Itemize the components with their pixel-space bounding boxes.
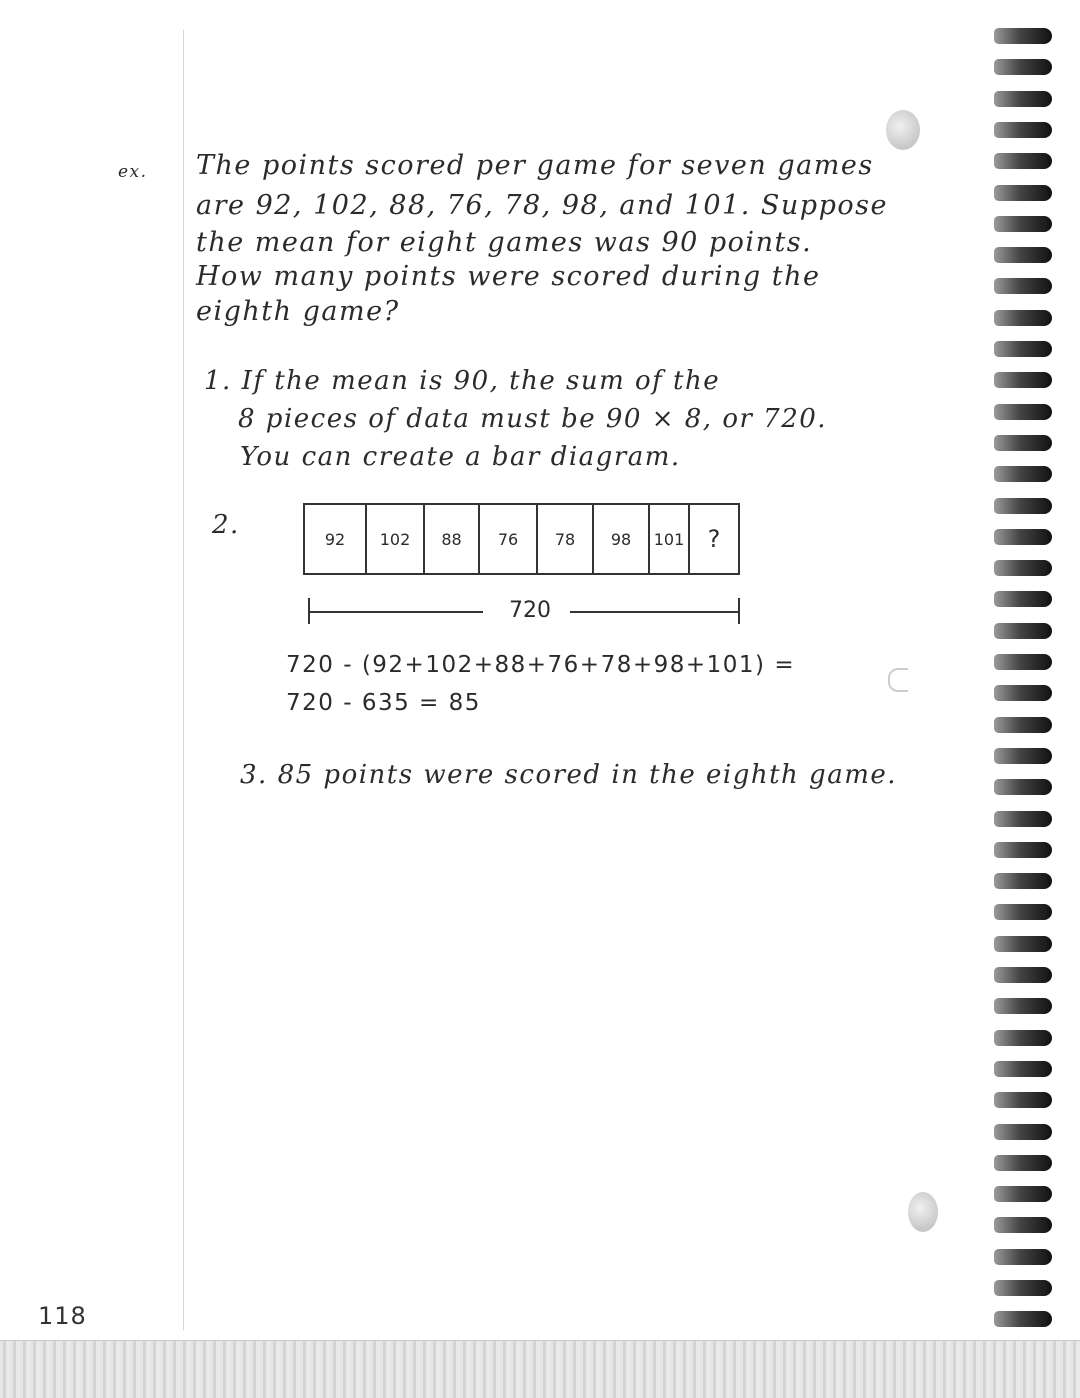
page-bottom-edge xyxy=(0,1340,1080,1398)
bar-cell: 76 xyxy=(480,505,538,573)
eraser-smudge xyxy=(888,668,908,692)
total-bracket xyxy=(308,596,740,626)
example-label: ex. xyxy=(118,162,148,182)
spiral-coil xyxy=(994,936,1052,952)
bar-cell: 98 xyxy=(594,505,650,573)
spiral-coil xyxy=(994,1030,1052,1046)
step-1-line: You can create a bar diagram. xyxy=(240,442,681,472)
spiral-coil xyxy=(994,185,1052,201)
spiral-coil xyxy=(994,904,1052,920)
spiral-coil xyxy=(994,623,1052,639)
spiral-coil xyxy=(994,591,1052,607)
spiral-coil xyxy=(994,529,1052,545)
spiral-coil xyxy=(994,404,1052,420)
bracket-line xyxy=(308,611,483,613)
punch-hole xyxy=(908,1192,938,1232)
spiral-coil xyxy=(994,717,1052,733)
bar-diagram xyxy=(303,503,740,575)
spiral-coil xyxy=(994,122,1052,138)
spiral-coil xyxy=(994,466,1052,482)
spiral-coil xyxy=(994,341,1052,357)
step-3-answer: 3. 85 points were scored in the eighth game. xyxy=(240,760,898,790)
bar-cell: 101 xyxy=(650,505,690,573)
spiral-coil xyxy=(994,1186,1052,1202)
bracket-line xyxy=(570,611,740,613)
spiral-coil xyxy=(994,560,1052,576)
step-2-number: 2. xyxy=(212,510,240,540)
spiral-coil xyxy=(994,1155,1052,1171)
spiral-coil xyxy=(994,91,1052,107)
margin-line xyxy=(183,30,184,1330)
total-label: 720 xyxy=(509,598,551,623)
problem-line: the mean for eight games was 90 points. xyxy=(196,227,813,258)
spiral-coil xyxy=(994,811,1052,827)
spiral-coil xyxy=(994,216,1052,232)
spiral-coil xyxy=(994,372,1052,388)
problem-line: eighth game? xyxy=(196,296,400,327)
spiral-coil xyxy=(994,998,1052,1014)
spiral-coil xyxy=(994,310,1052,326)
spiral-coil xyxy=(994,59,1052,75)
spiral-coil xyxy=(994,1217,1052,1233)
spiral-coil xyxy=(994,842,1052,858)
bar-cell: 78 xyxy=(538,505,594,573)
punch-hole xyxy=(886,110,920,150)
spiral-coil xyxy=(994,654,1052,670)
spiral-coil xyxy=(994,873,1052,889)
spiral-coil xyxy=(994,153,1052,169)
spiral-coil xyxy=(994,685,1052,701)
spiral-coil xyxy=(994,1092,1052,1108)
bar-cell-unknown: ? xyxy=(707,525,721,553)
spiral-coil xyxy=(994,967,1052,983)
spiral-coil xyxy=(994,1061,1052,1077)
spiral-coil xyxy=(994,28,1052,44)
step-1-line: 8 pieces of data must be 90 × 8, or 720. xyxy=(238,404,828,434)
spiral-binding xyxy=(990,20,1060,1350)
spiral-coil xyxy=(994,1249,1052,1265)
bracket-tick xyxy=(738,598,740,624)
bar-cell: 102 xyxy=(367,505,425,573)
equation-line: 720 - (92+102+88+76+78+98+101) = xyxy=(286,652,796,678)
spiral-coil xyxy=(994,748,1052,764)
step-1-line: 1. If the mean is 90, the sum of the xyxy=(204,366,721,396)
problem-line: The points scored per game for seven games xyxy=(196,150,874,181)
spiral-coil xyxy=(994,278,1052,294)
problem-line: How many points were scored during the xyxy=(196,261,821,292)
spiral-coil xyxy=(994,1311,1052,1327)
spiral-coil xyxy=(994,247,1052,263)
spiral-coil xyxy=(994,1124,1052,1140)
spiral-coil xyxy=(994,1280,1052,1296)
bar-cell: 92 xyxy=(305,505,367,573)
bar-cell: 88 xyxy=(425,505,480,573)
equation-line: 720 - 635 = 85 xyxy=(286,690,481,716)
page-number: 118 xyxy=(38,1302,87,1330)
spiral-coil xyxy=(994,435,1052,451)
spiral-coil xyxy=(994,779,1052,795)
problem-line: are 92, 102, 88, 76, 78, 98, and 101. Suppose xyxy=(196,190,888,221)
spiral-coil xyxy=(994,498,1052,514)
